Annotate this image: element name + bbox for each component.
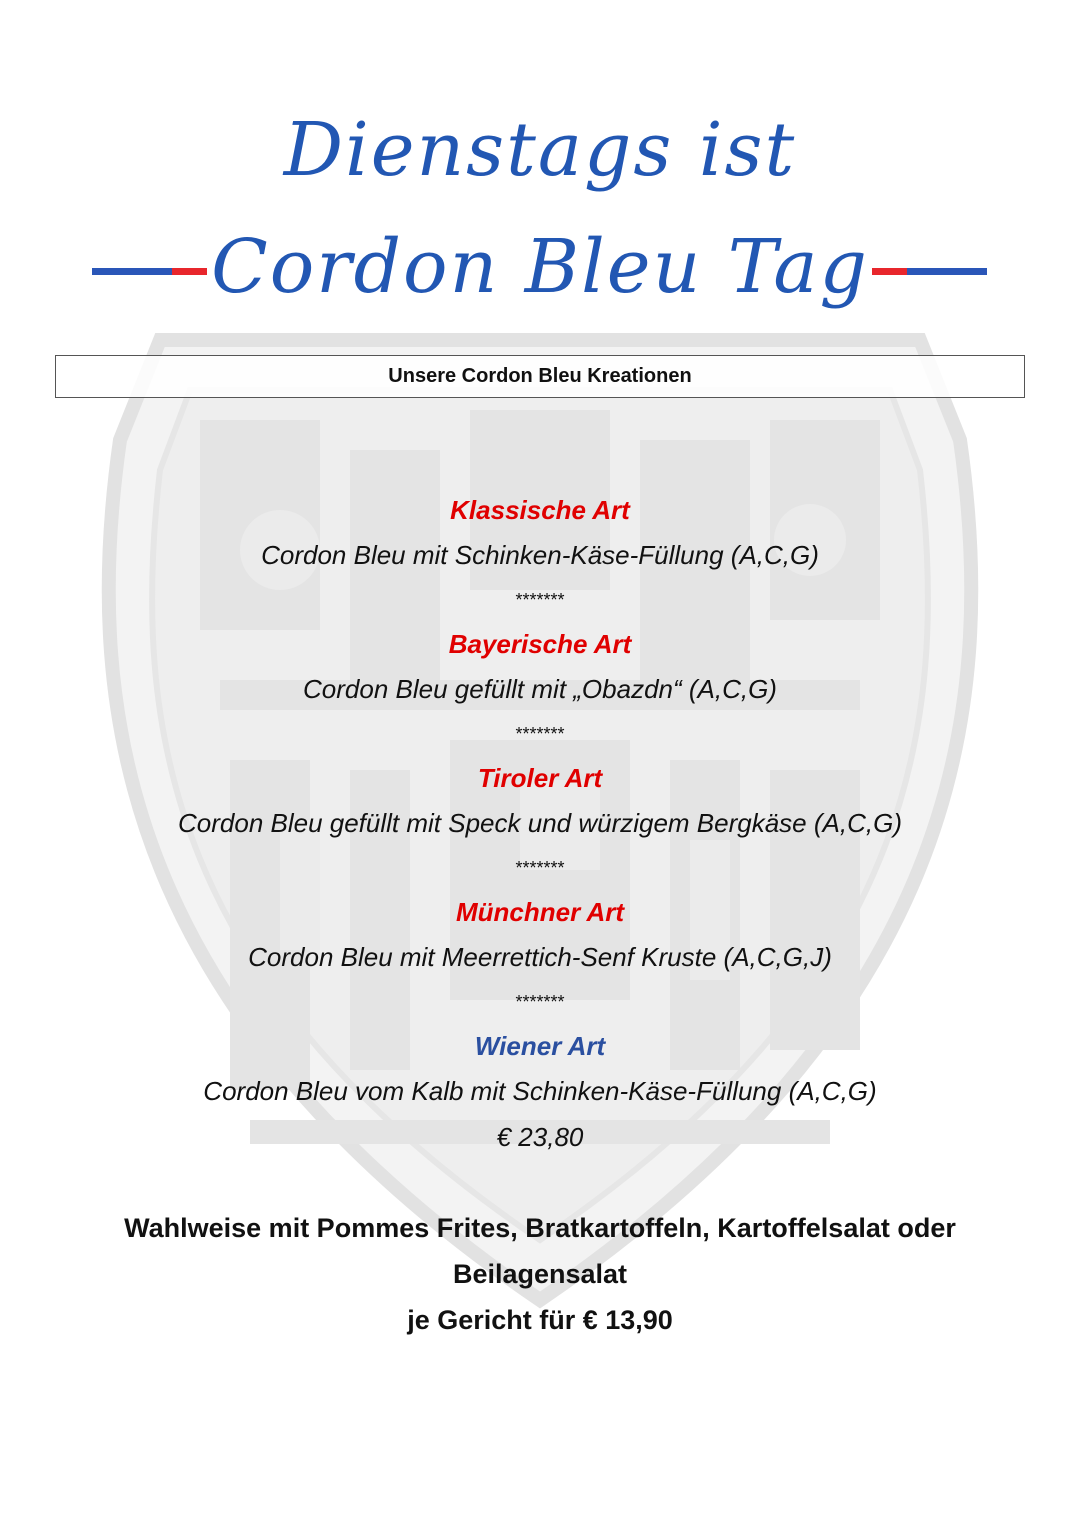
title-rule-right-blue: [907, 268, 987, 275]
dish-separator: *******: [515, 858, 565, 878]
dish-description-tiroler: Cordon Bleu gefüllt mit Speck und würzigem Bergkäse (A,C,G): [178, 808, 902, 838]
side-dish-note: [60, 1205, 1020, 1343]
dish-description-bayerische: Cordon Bleu gefüllt mit „Obazdn“ (A,C,G): [303, 674, 777, 704]
dish-description-muenchner: Cordon Bleu mit Meerrettich-Senf Kruste (A,C,G,J): [248, 942, 832, 972]
dish-description-wiener: Cordon Bleu vom Kalb mit Schinken-Käse-Füllung (A,C,G): [203, 1076, 877, 1106]
dish-separator: *******: [515, 590, 565, 610]
dish-separator: *******: [515, 724, 565, 744]
dish-name-bayerische: Bayerische Art: [448, 629, 632, 659]
dish-separator: *******: [515, 992, 565, 1012]
dish-description-klassische: Cordon Bleu mit Schinken-Käse-Füllung (A,C,G): [261, 540, 819, 570]
title-rule-left-blue: [92, 268, 172, 275]
dish-name-tiroler: Tiroler Art: [477, 763, 603, 793]
standard-price-line: je Gericht für € 13,90: [407, 1305, 673, 1335]
side-dish-options-line-1: Wahlweise mit Pommes Frites, Bratkartoffeln, Kartoffelsalat oder: [124, 1213, 956, 1243]
dish-name-wiener: Wiener Art: [474, 1031, 606, 1061]
dish-list: [0, 488, 1080, 1160]
title-rule-right-red: [872, 268, 907, 275]
section-header-box: Unsere Cordon Bleu Kreationen: [55, 355, 1025, 398]
page-title-line-2: Cordon Bleu Tag: [211, 224, 869, 310]
wiener-price: € 23,80: [496, 1122, 584, 1152]
dish-name-muenchner: Münchner Art: [455, 897, 625, 927]
page-title-line-1: Dienstags ist: [283, 107, 797, 193]
title-rule-left-red: [172, 268, 207, 275]
dish-name-klassische: Klassische Art: [450, 495, 630, 525]
side-dish-options-line-2: Beilagensalat: [452, 1259, 628, 1289]
